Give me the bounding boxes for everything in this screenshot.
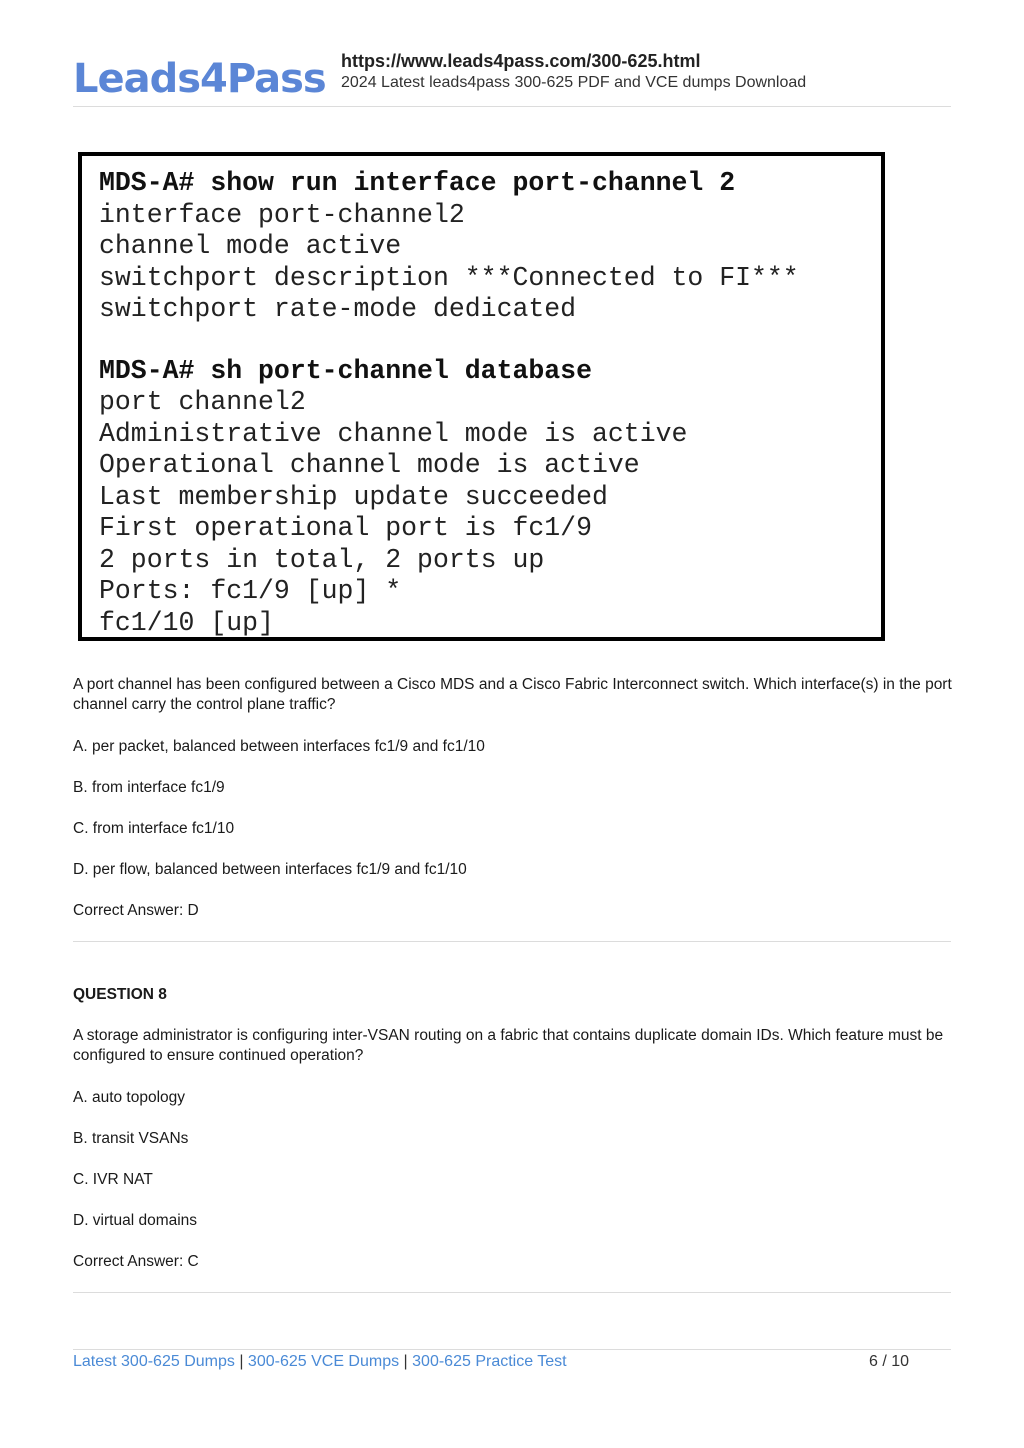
cli-line: channel mode active <box>99 231 402 261</box>
q8-question-text: A storage administrator is configuring inter-VSAN routing on a fabric that contains duplicate domain IDs. Which feature must be configured to ensure continued operation? <box>73 1027 944 1064</box>
cli-lines <box>99 168 799 639</box>
q7-option-a: A. per packet, balanced between interfaces fc1/9 and fc1/10 <box>73 738 485 755</box>
cli-line: port channel2 <box>99 387 306 417</box>
cli-line: First operational port is fc1/9 <box>99 513 592 543</box>
q8-option-b: B. transit VSANs <box>73 1130 189 1147</box>
cli-line: Administrative channel mode is active <box>99 418 688 449</box>
q8-correct-answer: Correct Answer: C <box>73 1253 199 1270</box>
q8-title: QUESTION 8 <box>73 986 167 1003</box>
cli-line: interface port-channel2 <box>99 199 465 230</box>
q7-question-text: A port channel has been configured between a Cisco MDS and a Cisco Fabric Interconnect switch. Which interface(s) in the port channel carry the control plane traffic? <box>73 676 952 713</box>
q7-correct-answer: Correct Answer: D <box>73 902 199 919</box>
page-footer <box>73 1349 951 1370</box>
leads4pass-logo: Leads4Pass <box>73 56 326 102</box>
cli-output-image <box>78 152 885 641</box>
q7-option-c: C. from interface fc1/10 <box>73 820 235 837</box>
footer-link-latest-dumps[interactable]: Latest 300-625 Dumps <box>73 1353 235 1370</box>
header-subtitle: 2024 Latest leads4pass 300-625 PDF and VCE dumps Download <box>341 74 807 91</box>
cli-line: switchport description ***Connected to FI*** <box>99 262 799 293</box>
section-divider <box>73 941 951 942</box>
q7-option-b: B. from interface fc1/9 <box>73 779 225 796</box>
q8-option-c: C. IVR NAT <box>73 1171 153 1188</box>
footer-link-vce-dumps[interactable]: 300-625 VCE Dumps <box>247 1353 400 1370</box>
cli-line: MDS-A# sh port-channel database <box>99 355 592 386</box>
section-divider <box>73 1292 951 1293</box>
cli-line: MDS-A# show run interface port-channel 2 <box>99 168 736 198</box>
cli-line: switchport rate-mode dedicated <box>99 294 577 324</box>
footer-link-practice-test[interactable]: 300-625 Practice Test <box>412 1353 567 1370</box>
cli-line: Last membership update succeeded <box>99 481 608 512</box>
page-header <box>73 48 951 107</box>
footer-separator: | <box>234 1353 248 1370</box>
page-number: 6 / 10 <box>869 1353 910 1370</box>
footer-separator: | <box>399 1353 413 1370</box>
q8-option-d: D. virtual domains <box>73 1212 198 1229</box>
q7-option-d: D. per flow, balanced between interfaces fc1/9 and fc1/10 <box>73 861 467 878</box>
footer-links <box>73 1353 567 1371</box>
cli-line: Operational channel mode is active <box>99 450 640 480</box>
cli-line: 2 ports in total, 2 ports up <box>99 544 545 575</box>
cli-line: fc1/10 [up] <box>99 607 274 638</box>
q8-option-a: A. auto topology <box>73 1089 186 1106</box>
cli-line: Ports: fc1/9 [up] * <box>99 576 402 606</box>
cli-blank-line <box>99 326 799 356</box>
header-url[interactable]: https://www.leads4pass.com/300-625.html <box>341 51 701 71</box>
